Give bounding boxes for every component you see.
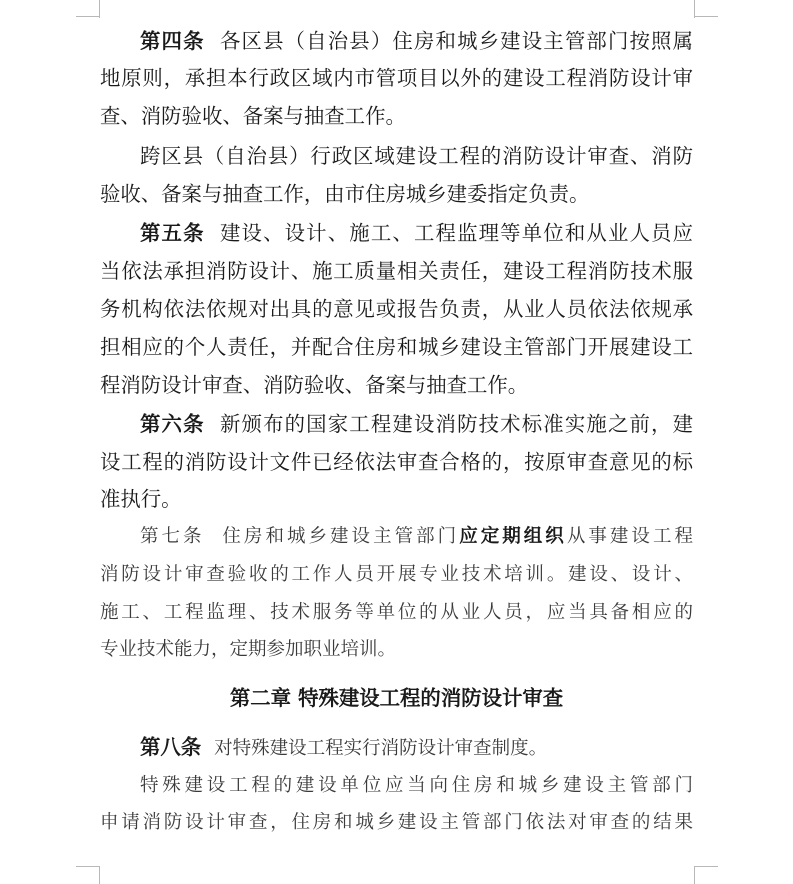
article6-label: 第六条 bbox=[140, 412, 205, 436]
article8-text-1: 对特殊建设工程实行消防设计审查制度。 bbox=[214, 738, 548, 759]
article7-text-1b: 应定期组织 bbox=[459, 526, 567, 547]
article6-text-1: 新颁布的国家工程建设消防技术标准实施之前，建 bbox=[219, 412, 694, 436]
crop-mark-bottom-right-h bbox=[694, 866, 718, 867]
article4-line-2 bbox=[100, 63, 693, 93]
article5-text-2: 当依法承担消防设计、施工质量相关责任，建设工程消防技术服 bbox=[100, 259, 693, 283]
article4-text-2: 地原则，承担本行政区域内市管项目以外的建设工程消防设计审 bbox=[100, 66, 693, 90]
crop-mark-bottom-left-h bbox=[76, 866, 100, 867]
article4-label: 第四条 bbox=[140, 29, 205, 53]
article8-line-1 bbox=[140, 732, 693, 762]
article4-p2-line-1 bbox=[140, 141, 693, 171]
article7-text-1c: 从事建设工程 bbox=[566, 526, 693, 547]
article8-p2-text-1: 特殊建设工程的建设单位应当向住房和城乡建设主管部门 bbox=[140, 775, 693, 796]
article8-p2-line-2 bbox=[100, 808, 693, 838]
crop-mark-top-right-h bbox=[694, 16, 718, 17]
article5-line-4 bbox=[100, 332, 693, 362]
article5-line-5 bbox=[100, 370, 693, 400]
chapter-heading: 第二章 特殊建设工程的消防设计审查 bbox=[229, 686, 564, 710]
article4-text-1: 各区县（自治县）住房和城乡建设主管部门按照属 bbox=[219, 29, 694, 53]
article5-line-3 bbox=[100, 294, 693, 324]
article4-p2-line-2 bbox=[100, 179, 693, 209]
article5-text-4: 担相应的个人责任，并配合住房和城乡建设主管部门开展建设工 bbox=[100, 335, 693, 359]
article8-label: 第八条 bbox=[140, 735, 202, 759]
article5-text-1: 建设、设计、施工、工程监理等单位和从业人员应 bbox=[219, 221, 694, 245]
article6-line-3 bbox=[100, 484, 693, 514]
article4-line-3 bbox=[100, 101, 693, 131]
article7-label: 第七条 bbox=[140, 526, 205, 547]
article7-text-1a: 住房和城乡建设主管部门 bbox=[222, 526, 460, 547]
article4-line-1 bbox=[140, 26, 693, 56]
crop-mark-top-left-v bbox=[99, 0, 100, 18]
article5-line-1 bbox=[140, 218, 693, 248]
article7-text-2: 消防设计审查验收的工作人员开展专业技术培训。建设、设计、 bbox=[100, 564, 693, 585]
article5-label: 第五条 bbox=[140, 221, 205, 245]
crop-mark-bottom-right-v bbox=[694, 866, 695, 884]
article4-text-3: 查、消防验收、备案与抽查工作。 bbox=[100, 104, 406, 128]
article7-line-3 bbox=[100, 598, 693, 628]
article7-line-4 bbox=[100, 635, 693, 665]
article7-text-4: 专业技术能力，定期参加职业培训。 bbox=[100, 639, 397, 660]
article6-text-3: 准执行。 bbox=[100, 487, 182, 511]
crop-mark-top-left-h bbox=[76, 16, 100, 17]
article6-line-1 bbox=[140, 409, 693, 439]
article7-text-3: 施工、工程监理、技术服务等单位的从业人员，应当具备相应的 bbox=[100, 602, 693, 623]
article8-p2-line-1 bbox=[140, 771, 693, 801]
article5-line-2 bbox=[100, 256, 693, 286]
article4-p2-text-1: 跨区县（自治县）行政区域建设工程的消防设计审查、消防 bbox=[140, 144, 693, 168]
article7-line-2 bbox=[100, 560, 693, 590]
crop-mark-bottom-left-v bbox=[99, 866, 100, 884]
article6-line-2 bbox=[100, 447, 693, 477]
article4-p2-text-2: 验收、备案与抽查工作，由市住房城乡建委指定负责。 bbox=[100, 182, 590, 206]
article8-p2-text-2: 申请消防设计审查，住房和城乡建设主管部门依法对审查的结果 bbox=[100, 812, 693, 833]
crop-mark-top-right-v bbox=[694, 0, 695, 18]
article5-text-3: 务机构依法依规对出具的意见或报告负责，从业人员依法依规承 bbox=[100, 297, 693, 321]
article7-line-1 bbox=[140, 522, 693, 552]
article5-text-5: 程消防设计审查、消防验收、备案与抽查工作。 bbox=[100, 373, 529, 397]
article6-text-2: 设工程的消防设计文件已经依法审查合格的，按原审查意见的标 bbox=[100, 450, 693, 474]
